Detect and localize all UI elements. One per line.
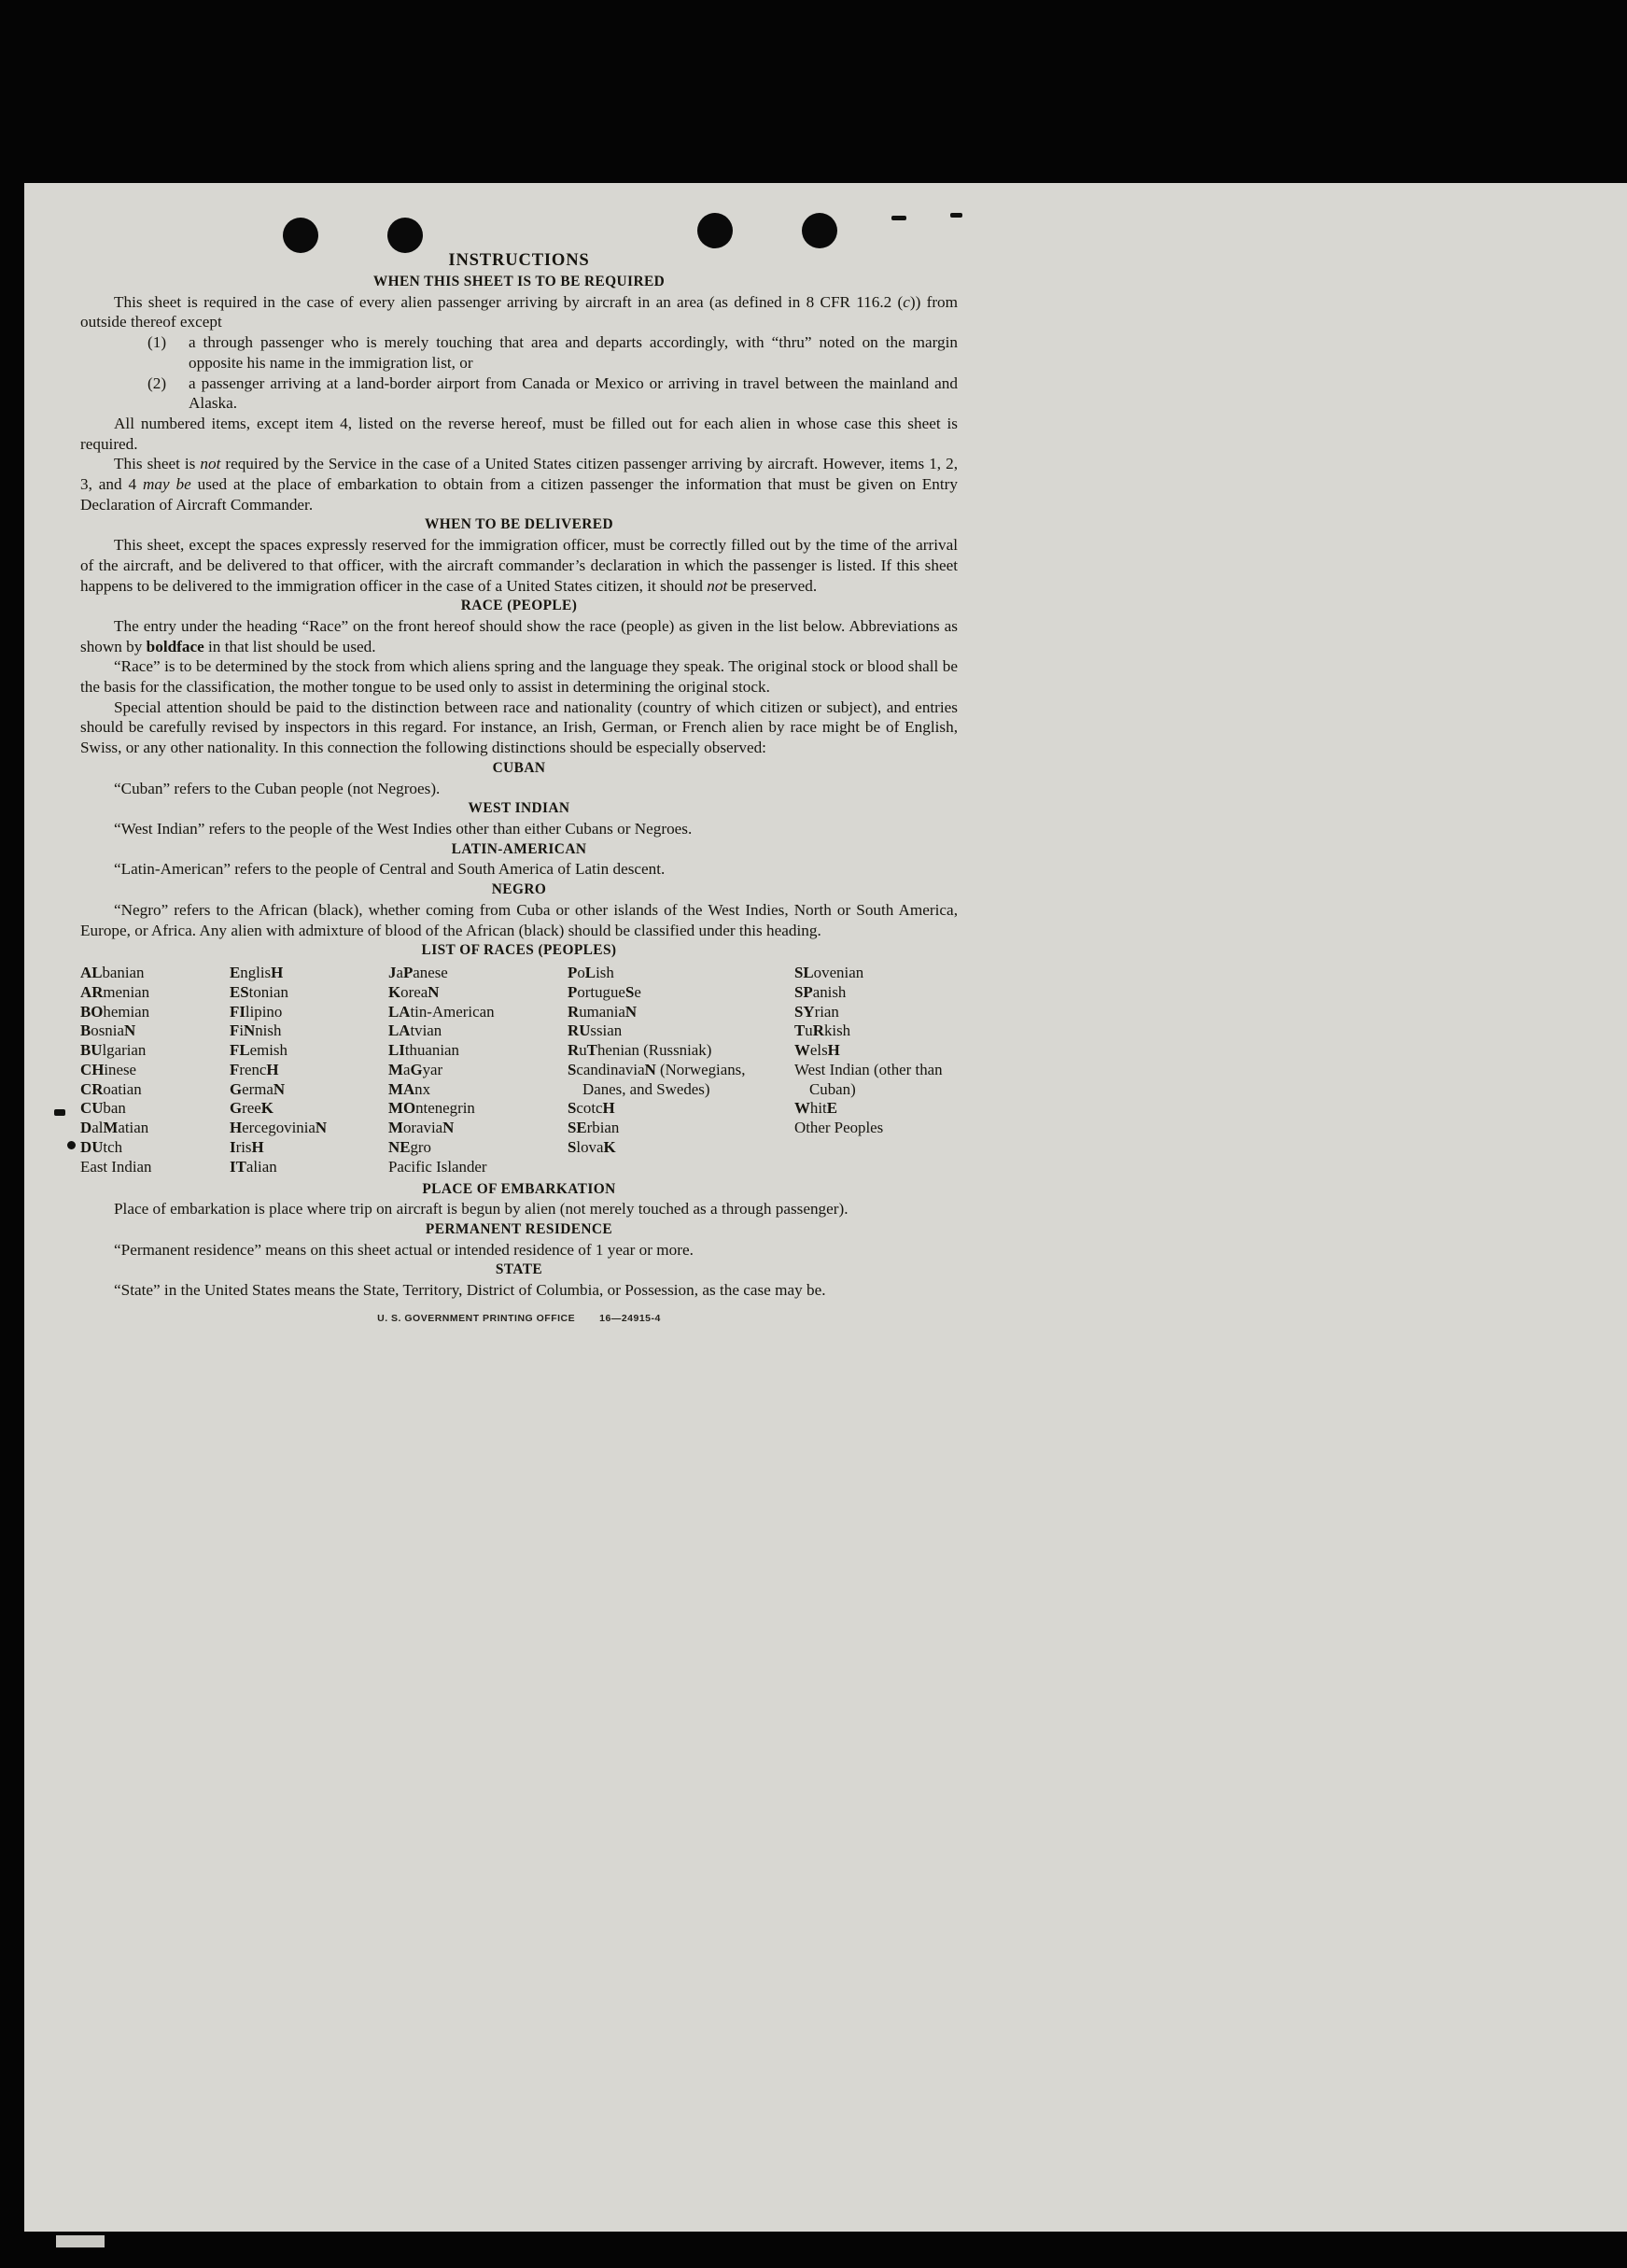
race-entry: FrencH	[230, 1060, 279, 1078]
race-entry: Other Peoples	[794, 1119, 884, 1137]
section-heading: LATIN-AMERICAN	[451, 840, 587, 857]
race-entry: SYrian	[794, 1002, 839, 1021]
item-text: a through passenger who is merely touching that area and departs accordingly, with “thru” noted on the margin opposite his name in the immigration list, or	[189, 333, 958, 372]
race-entry: MOntenegrin	[388, 1099, 475, 1118]
section-heading: STATE	[495, 1261, 543, 1278]
paragraph: “Race” is to be determined by the stock from which aliens spring and the language they speak. The original stock or blood shall be the basis for the classification, the mother tongue to be used only to assist in determining the original stock.	[80, 657, 958, 697]
race-entry: CHinese	[80, 1060, 137, 1078]
race-entry: MAnx	[388, 1079, 431, 1098]
race-entry: DalMatian	[80, 1119, 149, 1137]
section-heading: PERMANENT RESIDENCE	[425, 1221, 613, 1238]
sections-container	[80, 272, 958, 1301]
section-heading: LIST OF RACES (PEOPLES)	[421, 942, 617, 959]
race-entry: SlovaK	[568, 1138, 616, 1157]
race-entry: WelsH	[794, 1041, 840, 1060]
numbered-item	[147, 332, 958, 373]
race-entry: RumaniaN	[568, 1002, 638, 1021]
race-entry: PortugueSe	[568, 982, 641, 1001]
section-heading: NEGRO	[491, 881, 547, 898]
paragraph: This sheet, except the spaces expressly reserved for the immigration officer, must be correctly filled out by the time of the arrival of the aircraft, and be delivered to that officer, with the aircraft commander’s declaration in which the passenger is listed. If this sheet happens to be delivered to the immigration officer in the case of a United States citizen, it should not be preserved.	[80, 536, 958, 595]
race-entry: HercegoviniaN	[230, 1119, 328, 1137]
scan-speck	[891, 216, 906, 220]
race-entry: MaGyar	[388, 1060, 443, 1078]
race-entry: WhitE	[794, 1099, 838, 1118]
races-column	[794, 964, 958, 1177]
section-heading: CUBAN	[492, 759, 546, 776]
race-entry: PoLish	[568, 963, 614, 981]
races-column	[388, 964, 568, 1177]
scan-speck	[950, 213, 962, 218]
race-entry: DUtch	[80, 1138, 123, 1157]
race-entry: RUssian	[568, 1021, 623, 1040]
race-entry: JaPanese	[388, 963, 448, 981]
race-entry: EStonian	[230, 982, 288, 1001]
document-title: INSTRUCTIONS	[448, 250, 590, 270]
paragraph: This sheet is not required by the Service in the case of a United States citizen passenger arriving by aircraft. However, items 1, 2, 3, and 4 may be used at the place of embarkation to obtain from a citizen passenger the information that must be given on Entry Declaration of Aircraft Commander.	[80, 455, 958, 514]
race-entry: BOhemian	[80, 1002, 150, 1021]
race-entry: GreeK	[230, 1099, 274, 1118]
race-entry: Pacific Islander	[388, 1157, 487, 1176]
race-entry: LIthuanian	[388, 1041, 460, 1060]
races-column	[230, 964, 388, 1177]
races-column	[568, 964, 794, 1177]
race-entry: ScandinaviaN (Norwegians, Danes, and Swedes)	[568, 1060, 746, 1098]
race-entry: ITalian	[230, 1157, 277, 1176]
race-entry: EnglisH	[230, 963, 284, 981]
race-entry: ALbanian	[80, 963, 145, 981]
race-entry: SLovenian	[794, 963, 864, 981]
race-entry: ARmenian	[80, 982, 150, 1001]
race-entry: CUban	[80, 1099, 126, 1118]
race-entry: TuRkish	[794, 1021, 851, 1040]
race-entry: SErbian	[568, 1119, 620, 1137]
item-number: (1)	[147, 333, 167, 352]
race-entry: MoraviaN	[388, 1119, 455, 1137]
paragraph: This sheet is required in the case of every alien passenger arriving by aircraft in an area (as defined in 8 CFR 116.2 (c)) from outside thereof except	[80, 292, 959, 331]
paragraph: Special attention should be paid to the distinction between race and nationality (country of which citizen or subject), and entries should be carefully revised by inspectors in this regard. For instance, an Irish, German, or French alien by race might be of English, Swiss, or any other nationality. In this connection the following distinctions should be especially observed:	[80, 697, 958, 757]
form-number: 16—24915-4	[599, 1312, 661, 1324]
paragraph: “Permanent residence” means on this sheet actual or intended residence of 1 year or more.	[114, 1240, 694, 1259]
race-entry: KoreaN	[388, 982, 440, 1001]
paragraph: The entry under the heading “Race” on the front hereof should show the race (people) as given in the list below. Abbreviations as shown by boldface in that list should be used.	[80, 616, 958, 655]
race-entry: FIlipino	[230, 1002, 283, 1021]
race-entry: SPanish	[794, 982, 847, 1001]
race-entry: East Indian	[80, 1157, 152, 1176]
item-number: (2)	[147, 373, 167, 392]
scan-speck	[54, 1109, 65, 1116]
section-heading: RACE (PEOPLE)	[460, 598, 578, 614]
numbered-item	[147, 373, 958, 414]
paragraph: “West Indian” refers to the people of the West Indies other than either Cubans or Negroes.	[114, 819, 693, 838]
race-entry: BosniaN	[80, 1021, 136, 1040]
print-office-footer	[80, 1309, 958, 1330]
races-column	[80, 964, 230, 1177]
paragraph: “Latin-American” refers to the people of Central and South America of Latin descent.	[114, 860, 666, 879]
race-entry: ScotcH	[568, 1099, 615, 1118]
paper-notch	[56, 2235, 105, 2247]
scan-bottom-strip	[0, 2232, 1627, 2268]
paragraph: “State” in the United States means the State, Territory, District of Columbia, or Possession, as the case may be.	[114, 1281, 826, 1300]
section-heading: WHEN TO BE DELIVERED	[424, 516, 613, 533]
paragraph: “Cuban” refers to the Cuban people (not Negroes).	[114, 779, 441, 797]
item-text: a passenger arriving at a land-border airport from Canada or Mexico or arriving in travel between the mainland and Alaska.	[189, 373, 958, 413]
race-entry: CRoatian	[80, 1079, 142, 1098]
paragraph: All numbered items, except item 4, listed on the reverse hereof, must be filled out for each alien in whose case this sheet is required.	[80, 414, 958, 453]
race-entry: FLemish	[230, 1041, 288, 1060]
section-heading: WHEN THIS SHEET IS TO BE REQUIRED	[372, 274, 666, 289]
race-entry: NEgro	[388, 1138, 431, 1157]
section-heading: WEST INDIAN	[468, 800, 570, 817]
race-entry: IrisH	[230, 1138, 264, 1157]
race-entry: LAtin-American	[388, 1002, 495, 1021]
paragraph: “Negro” refers to the African (black), whether coming from Cuba or other islands of the West Indies, North or South America, Europe, or Africa. Any alien with admixture of blood of the African (black) should be classified under this heading.	[80, 900, 958, 939]
races-list	[80, 964, 958, 1177]
race-entry: BUlgarian	[80, 1041, 147, 1060]
print-office-text: U. S. GOVERNMENT PRINTING OFFICE	[377, 1312, 576, 1324]
section-heading: PLACE OF EMBARKATION	[422, 1180, 616, 1197]
race-entry: FiNnish	[230, 1021, 282, 1040]
race-entry: RuThenian (Russniak)	[568, 1041, 712, 1060]
race-entry: West Indian (other than Cuban)	[794, 1060, 943, 1098]
race-entry: GermaN	[230, 1079, 286, 1098]
scan-speck	[67, 1141, 76, 1149]
document-content	[80, 183, 958, 1330]
paper-sheet	[24, 183, 1627, 2232]
race-entry: LAtvian	[388, 1021, 442, 1040]
paragraph: Place of embarkation is place where trip on aircraft is begun by alien (not merely touched as a through passenger).	[114, 1200, 849, 1219]
